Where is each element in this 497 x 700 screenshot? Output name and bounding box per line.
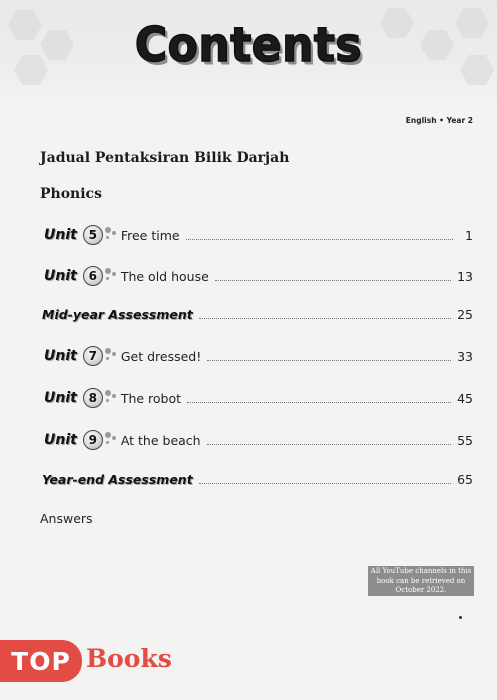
toc-row-unit-8[interactable] xyxy=(44,388,473,408)
unit-word: Unit xyxy=(44,390,77,406)
toc-row-unit-9[interactable] xyxy=(44,430,473,450)
unit-number-badge: 5 xyxy=(83,225,103,245)
bubbles-icon xyxy=(103,267,117,285)
answers-entry[interactable]: Answers xyxy=(40,511,93,526)
page-number: 13 xyxy=(457,268,473,284)
unit-title: The robot xyxy=(120,390,182,406)
unit-number-badge: 7 xyxy=(83,346,103,366)
logo-top-badge xyxy=(0,640,82,682)
leader-dots xyxy=(199,482,451,484)
assessment-title: Mid-year Assessment xyxy=(42,306,193,322)
unit-number-badge: 8 xyxy=(83,388,103,408)
bubbles-icon xyxy=(103,226,117,244)
toc-row-unit-5[interactable] xyxy=(44,225,473,245)
leader-dots xyxy=(199,317,451,319)
toc-row-unit-6[interactable] xyxy=(44,266,473,286)
logo-top-text: TOP xyxy=(11,646,71,676)
unit-title: Get dressed! xyxy=(120,348,202,364)
series-label: English • Year 2 xyxy=(405,116,473,125)
leader-dots xyxy=(186,238,453,240)
leader-dots xyxy=(207,443,451,445)
unit-number-badge: 9 xyxy=(83,430,103,450)
unit-word: Unit xyxy=(44,432,77,448)
toc-row-unit-7[interactable] xyxy=(44,346,473,366)
unit-title: At the beach xyxy=(120,432,201,448)
stray-mark xyxy=(459,616,462,619)
unit-word: Unit xyxy=(44,268,77,284)
page-number: 33 xyxy=(457,348,473,364)
section-jadual: Jadual Pentaksiran Bilik Darjah xyxy=(40,150,290,166)
leader-dots xyxy=(207,359,451,361)
bubbles-icon xyxy=(103,347,117,365)
header-band xyxy=(0,0,497,103)
page-number: 1 xyxy=(465,227,473,243)
section-phonics: Phonics xyxy=(40,186,102,202)
page-number: 45 xyxy=(457,390,473,406)
logo-books-text: Books xyxy=(86,644,172,673)
leader-dots xyxy=(215,279,451,281)
leader-dots xyxy=(187,401,451,403)
bubbles-icon xyxy=(103,389,117,407)
youtube-notice: All YouTube channels in this book can be retrieved on October 2022. xyxy=(368,566,474,596)
topbooks-logo xyxy=(0,640,180,684)
unit-title: The old house xyxy=(120,268,209,284)
page-number: 25 xyxy=(457,306,473,322)
page-number: 55 xyxy=(457,432,473,448)
toc-row-year-end[interactable] xyxy=(42,469,473,489)
unit-word: Unit xyxy=(44,348,77,364)
assessment-title: Year-end Assessment xyxy=(42,471,193,487)
unit-title: Free time xyxy=(120,227,180,243)
page-title: Contents xyxy=(134,17,363,74)
unit-word: Unit xyxy=(44,227,77,243)
bubbles-icon xyxy=(103,431,117,449)
toc-row-mid-year[interactable] xyxy=(42,304,473,324)
page-number: 65 xyxy=(457,471,473,487)
unit-number-badge: 6 xyxy=(83,266,103,286)
